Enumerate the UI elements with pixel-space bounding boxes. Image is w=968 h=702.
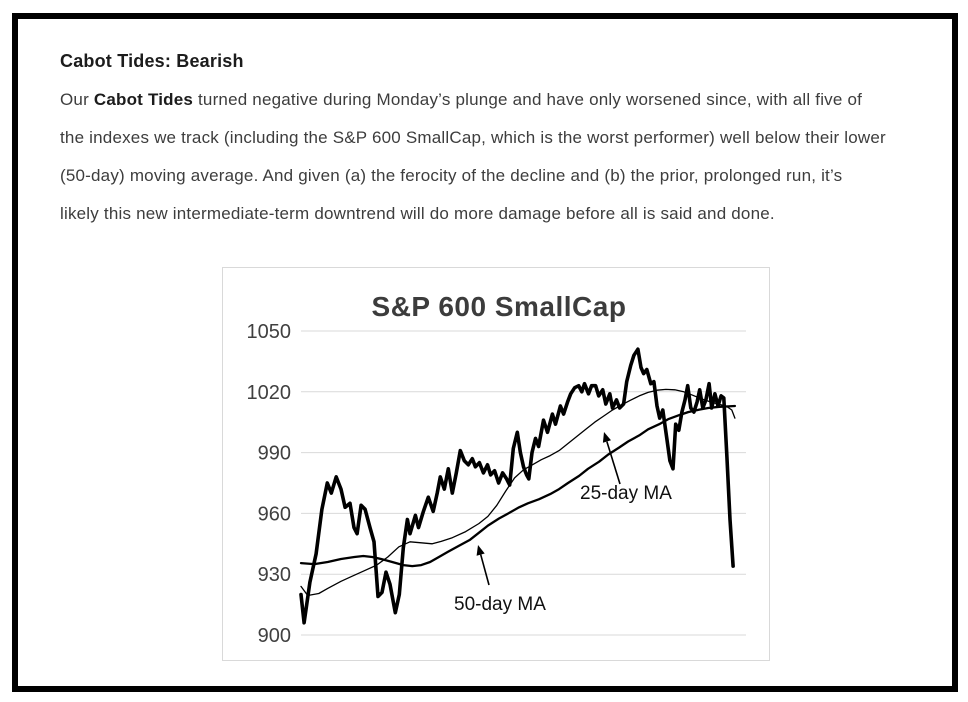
y-tick-label: 960	[257, 503, 291, 526]
annotation-label: 25-day MA	[580, 483, 672, 504]
annotation-arrowhead	[603, 432, 611, 443]
paragraph-line	[60, 81, 952, 119]
y-tick-label: 930	[257, 564, 291, 587]
annotation-label: 50-day MA	[454, 594, 546, 615]
chart-svg	[223, 268, 769, 660]
y-tick-label: 1050	[246, 321, 291, 343]
paragraph-text: turned negative during Monday’s plunge and have only worsened since, with all five of	[193, 90, 863, 109]
paragraph-text: Our	[60, 90, 94, 109]
body-paragraph	[60, 81, 952, 233]
y-tick-label: 990	[257, 442, 291, 465]
page-frame	[12, 13, 958, 692]
annotation-arrow	[481, 555, 489, 585]
chart-figure	[222, 267, 770, 661]
section-heading: Cabot Tides: Bearish	[60, 51, 244, 71]
y-tick-label: 1020	[246, 381, 291, 404]
annotation-arrowhead	[477, 545, 485, 556]
paragraph-line: (50-day) moving average. And given (a) the ferocity of the decline and (b) the prior, prolonged run, it’s	[60, 166, 843, 185]
y-tick-label: 900	[257, 625, 291, 647]
paragraph-line: the indexes we track (including the S&P 600 SmallCap, which is the worst performer) well below their lower	[60, 128, 886, 147]
chart-title: S&P 600 SmallCap	[371, 291, 627, 322]
paragraph-line: likely this new intermediate-term downtrend will do more damage before all is said and done.	[60, 204, 775, 223]
bold-term: Cabot Tides	[93, 90, 194, 109]
